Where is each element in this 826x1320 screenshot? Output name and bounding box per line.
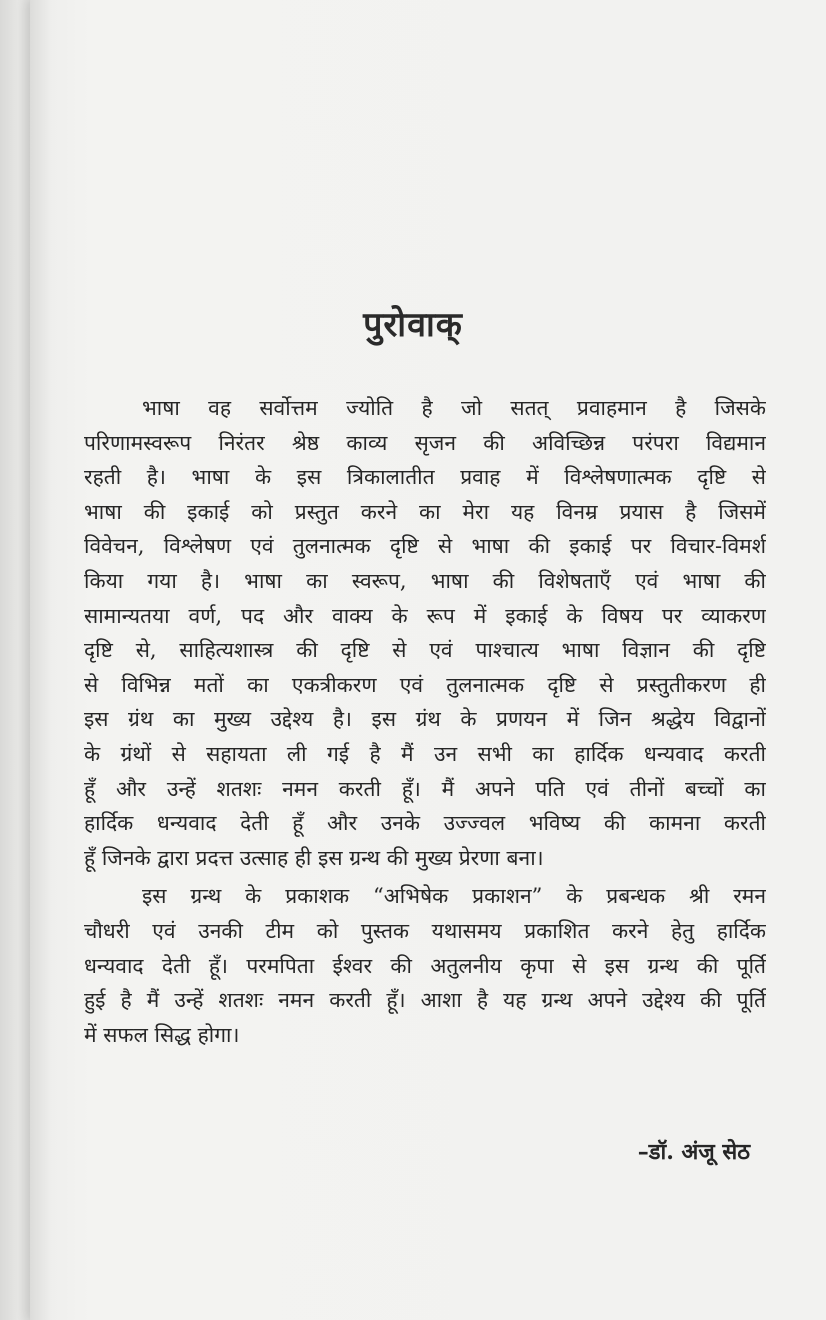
paragraph-1: [84, 391, 766, 875]
text-line: भाषा की इकाई को प्रस्तुत करने का मेरा यह विनम्र प्रयास है जिसमें: [84, 499, 766, 524]
page-title: पुरोवाक्: [363, 305, 463, 345]
paragraph-2: [84, 879, 766, 1052]
text-line: हुई है मैं उन्हें शतशः नमन करती हूँ। आशा है यह ग्रन्थ अपने उद्देश्य की पूर्ति: [84, 988, 766, 1013]
text-line: किया गया है। भाषा का स्वरूप, भाषा की विशेषताएँ एवं भाषा की: [84, 568, 766, 593]
text-line: रहती है। भाषा के इस त्रिकालातीत प्रवाह में विश्लेषणात्मक दृष्टि से: [84, 465, 766, 490]
text-line: इस ग्रन्थ के प्रकाशक “अभिषेक प्रकाशन” के प्रबन्धक श्री रमन: [142, 884, 766, 909]
text-line: चौधरी एवं उनकी टीम को पुस्तक यथासमय प्रकाशित करने हेतु हार्दिक: [84, 918, 766, 943]
text-line: भाषा वह सर्वोत्तम ज्योति है जो सतत् प्रवाहमान है जिसके: [142, 396, 766, 420]
text-line: हूँ और उन्हें शतशः नमन करती हूँ। मैं अपने पति एवं तीनों बच्चों का: [84, 776, 766, 801]
text-line: परिणामस्वरूप निरंतर श्रेष्ठ काव्य सृजन की अविच्छिन्न परंपरा विद्यमान: [84, 430, 766, 455]
text-line: में सफल सिद्ध होगा।: [84, 1022, 240, 1047]
text-line: सामान्यतया वर्ण, पद और वाक्य के रूप में इकाई के विषय पर व्याकरण: [84, 603, 766, 628]
book-gutter: [0, 0, 30, 1320]
text-line: धन्यवाद देती हूँ। परमपिता ईश्वर की अतुलनीय कृपा से इस ग्रन्थ की पूर्ति: [84, 953, 766, 978]
body-text: [84, 391, 766, 1052]
text-line: दृष्टि से, साहित्यशास्त्र की दृष्टि से एवं पाश्चात्य भाषा विज्ञान की दृष्टि: [84, 638, 766, 663]
text-line: विवेचन, विश्लेषण एवं तुलनात्मक दृष्टि से भाषा की इकाई पर विचार-विमर्श: [84, 534, 766, 559]
text-line: हूँ जिनके द्वारा प्रदत्त उत्साह ही इस ग्रन्थ की मुख्य प्रेरणा बना।: [84, 845, 544, 870]
text-line: हार्दिक धन्यवाद देती हूँ और उनके उज्ज्वल भविष्य की कामना करती: [84, 811, 766, 836]
text-line: से विभिन्न मतों का एकत्रीकरण एवं तुलनात्मक दृष्टि से प्रस्तुतीकरण ही: [84, 672, 766, 697]
text-line: इस ग्रंथ का मुख्य उद्देश्य है। इस ग्रंथ के प्रणयन में जिन श्रद्धेय विद्वानों: [84, 707, 766, 732]
text-line: के ग्रंथों से सहायता ली गई है मैं उन सभी का हार्दिक धन्यवाद करती: [84, 741, 766, 766]
author-signature: –डॉ. अंजू सेठ: [637, 1139, 750, 1165]
